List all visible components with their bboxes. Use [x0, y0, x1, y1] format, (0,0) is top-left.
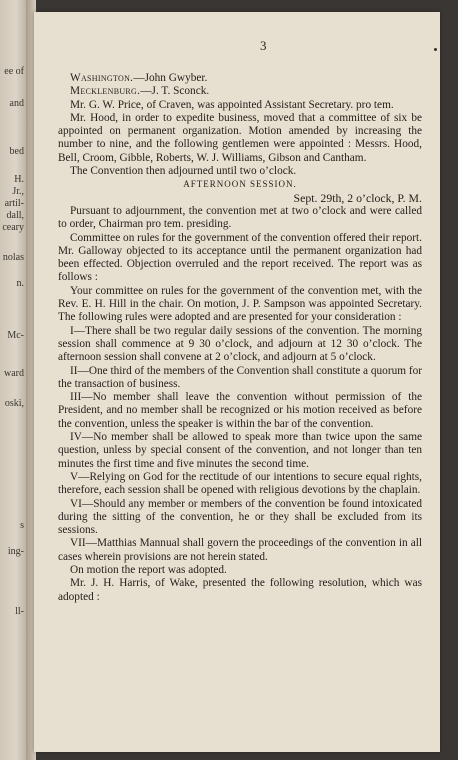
left-fragment: Jr.,: [12, 186, 24, 197]
left-fragment: artil-: [4, 198, 24, 209]
county-name: Mecklenburg.: [70, 85, 141, 98]
left-fragment: ing-: [7, 546, 24, 557]
paragraph: Mr. G. W. Price, of Craven, was appointed Assistant Secretary. pro tem.: [70, 98, 394, 111]
ink-dot: [434, 48, 437, 51]
left-fragment: dall,: [6, 210, 24, 221]
left-fragment: H.: [14, 174, 24, 185]
paragraph: On motion the report was adopted.: [70, 563, 227, 576]
rule-item: III—No member shall leave the convention without permission of the President, and no member shall be recognized or his motion received as before the convention, unless the speaker is within the bar of the convention.: [58, 391, 422, 430]
rule-item: VI—Should any member or members of the convention be found intoxicated during the sitting of the convention, he or they shall be excluded from its sessions.: [58, 497, 422, 537]
page-number: 3: [260, 38, 267, 53]
paragraph: Committee on rules for the government of the convention offered their report. Mr. Galloway objected to its acceptance until the permanent organization had been effected. Objection overruled and the report received. The report was as follows :: [58, 231, 422, 284]
paragraph: Mr. J. H. Harris, of Wake, presented the following resolution, which was adopted :: [58, 577, 422, 603]
paragraph: Your committee on rules for the government of the convention met, with the Rev. E. H. Hill in the chair. On motion, J. P. Sampson was appointed Secretary. The following rules were adopted and are presented for your consideration :: [58, 284, 422, 324]
page-body: [58, 72, 422, 604]
document-page: [34, 12, 440, 752]
left-fragment: ee of: [4, 66, 24, 77]
rule-item: VII—Matthias Mannual shall govern the proceedings of the convention in all cases wherein provisions are not herein stated.: [58, 537, 422, 563]
delegate-line-washington: [58, 72, 422, 85]
left-fragment: ceary: [2, 222, 24, 233]
rule-item: I—There shall be two regular daily sessions of the convention. The morning session shall commence at 9 30 o’clock, and adjourn at 12 30 o’clock. The afternoon session shall convene at 2 o’clock, and adjourn at 5 o’clock.: [58, 324, 422, 364]
left-fragment: oski,: [4, 398, 24, 409]
delegate-name: —John Gwyber.: [133, 72, 208, 84]
left-fragment: Mc-: [7, 330, 24, 341]
left-fragment: and: [9, 98, 24, 109]
paragraph: Pursuant to adjournment, the convention met at two o’clock and were called to order, Chairman pro tem. presiding.: [58, 204, 422, 231]
paragraph: Mr. Hood, in order to expedite business, moved that a committee of six be appointed on permanent organization. Motion amended by increasing the number to nine, and the following gentlemen were appointed : Messrs. Hood, Bell, Croom, Gibble, Roberts, W. J. Williams, Gibson and Cantham.: [58, 111, 422, 164]
rule-item: IV—No member shall be allowed to speak more than twice upon the same question, unless by special consent of the convention, and not longer than ten minutes the first time and five minutes the second time.: [58, 431, 422, 470]
county-name: Washington.: [70, 72, 134, 84]
paragraph: The Convention then adjourned until two o’clock.: [70, 165, 297, 178]
left-fragment: s: [20, 520, 24, 531]
left-fragment: ward: [4, 368, 24, 379]
session-date: Sept. 29th, 2 o’clock, P. M.: [293, 190, 422, 205]
left-page-edge: [0, 0, 26, 760]
left-fragment: ll-: [15, 606, 24, 617]
delegate-name: —J. T. Sconck.: [140, 85, 210, 98]
rule-item: II—One third of the members of the Convention shall constitute a quorum for the transaction of business.: [58, 364, 423, 390]
left-fragment: n.: [16, 278, 24, 289]
rule-item: V—Relying on God for the rectitude of our intentions to secure equal rights, therefore, each session shall be opened with religious devotions by the chaplain.: [58, 470, 422, 497]
left-fragment: bed: [9, 146, 24, 157]
delegate-line-mecklenburg: [58, 85, 422, 98]
section-heading: AFTERNOON SESSION.: [183, 179, 297, 190]
left-fragment: nolas: [2, 252, 24, 263]
